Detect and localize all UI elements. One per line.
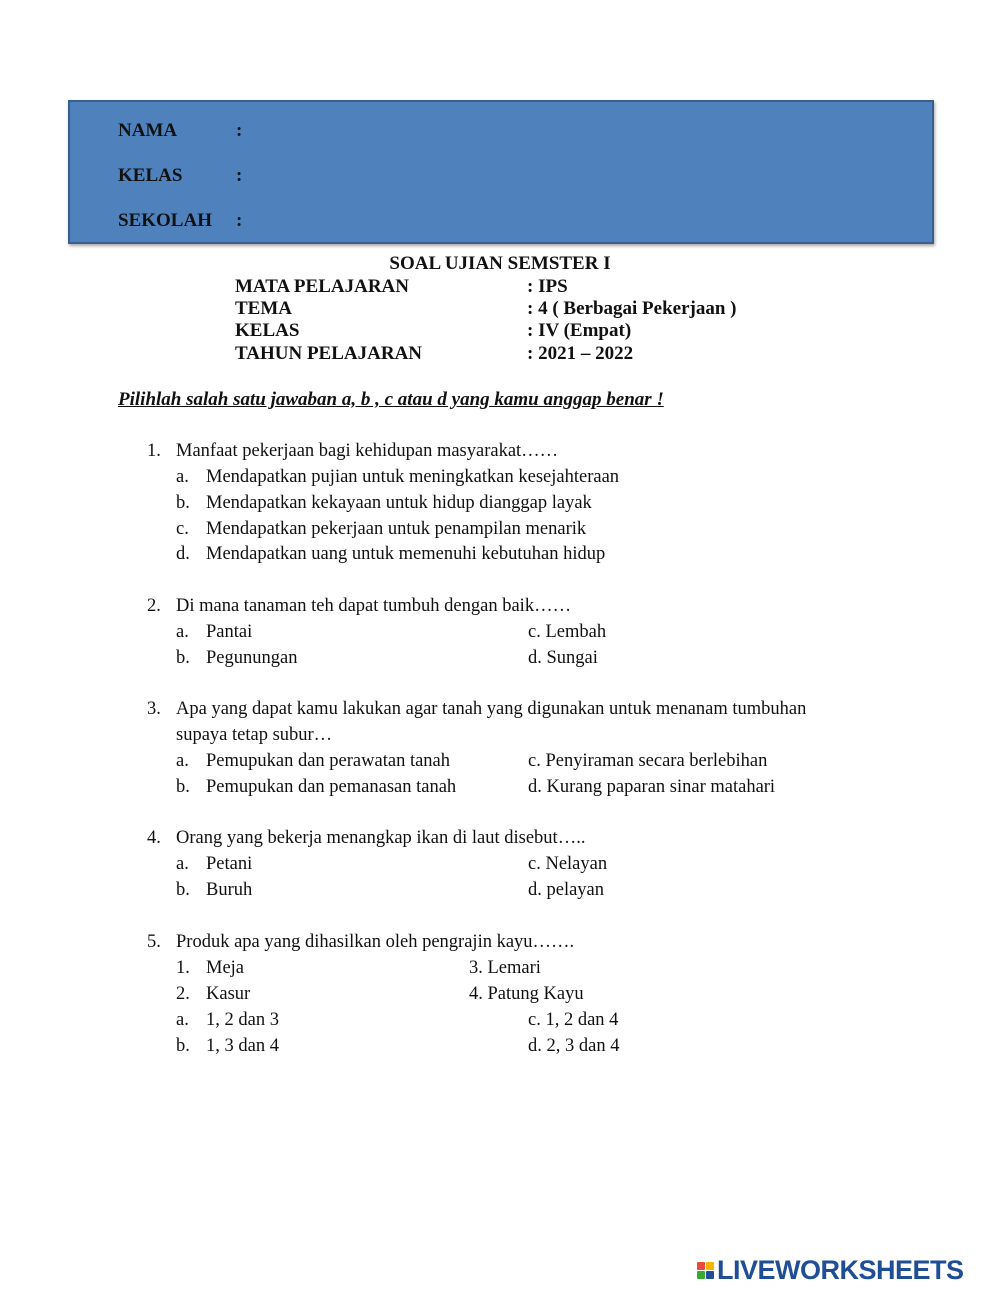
option-text: d. Sungai bbox=[528, 648, 598, 668]
logo-block bbox=[706, 1262, 714, 1270]
option-text: Mendapatkan pujian untuk meningkatkan kesejahteraan bbox=[206, 467, 620, 487]
option-letter: a. bbox=[176, 467, 189, 487]
question-text: Apa yang dapat kamu lakukan agar tanah yang digunakan untuk menanam tumbuhan bbox=[176, 699, 807, 719]
option-text: 1, 3 dan 4 bbox=[206, 1036, 279, 1056]
info-value: : IPS bbox=[527, 276, 568, 297]
identity-row-sekolah bbox=[118, 210, 242, 232]
option-text: c. Lembah bbox=[528, 622, 607, 642]
watermark-text: LIVEWORKSHEETS bbox=[717, 1255, 964, 1285]
option-text: c. Nelayan bbox=[528, 854, 608, 874]
option-text: d. Kurang paparan sinar matahari bbox=[528, 777, 776, 797]
option-letter: b. bbox=[176, 493, 190, 513]
question-text: Orang yang bekerja menangkap ikan di laut disebut….. bbox=[176, 828, 586, 848]
option-text: Pegunungan bbox=[206, 648, 298, 668]
question-number: 1. bbox=[147, 441, 161, 461]
option-text: Pantai bbox=[206, 622, 253, 642]
identity-colon: : bbox=[236, 210, 243, 231]
option-text: Petani bbox=[206, 854, 253, 874]
identity-label: NAMA bbox=[118, 120, 178, 141]
question-number: 2. bbox=[147, 596, 161, 616]
option-text: 1, 2 dan 3 bbox=[206, 1010, 279, 1030]
question-number: 4. bbox=[147, 828, 161, 848]
info-label: TEMA bbox=[235, 298, 292, 319]
option-text: d. pelayan bbox=[528, 880, 605, 900]
option-letter: a. bbox=[176, 622, 189, 642]
option-letter: b. bbox=[176, 648, 190, 668]
option-text: c. 1, 2 dan 4 bbox=[528, 1010, 619, 1030]
item-number: 1. bbox=[176, 958, 190, 978]
option-text: d. 2, 3 dan 4 bbox=[528, 1036, 620, 1056]
option-letter: b. bbox=[176, 1036, 190, 1056]
logo-block bbox=[706, 1271, 714, 1279]
option-letter: d. bbox=[176, 544, 190, 564]
info-label: KELAS bbox=[235, 320, 300, 341]
logo-block bbox=[697, 1262, 705, 1270]
identity-colon: : bbox=[236, 165, 243, 186]
instruction: Pilihlah salah satu jawaban a, b , c atau d yang kamu anggap benar ! bbox=[118, 389, 664, 410]
logo-block bbox=[697, 1271, 705, 1279]
option-letter: a. bbox=[176, 751, 189, 771]
question-text: Produk apa yang dihasilkan oleh pengrajin kayu……. bbox=[176, 932, 575, 952]
option-letter: c. bbox=[176, 519, 189, 539]
info-value: : 4 ( Berbagai Pekerjaan ) bbox=[527, 298, 737, 319]
option-text: Buruh bbox=[206, 880, 253, 900]
item-number: 2. bbox=[176, 984, 190, 1004]
item-text: Meja bbox=[206, 958, 245, 978]
item-text: 3. Lemari bbox=[469, 958, 541, 978]
option-letter: a. bbox=[176, 1010, 189, 1030]
info-value: : IV (Empat) bbox=[527, 320, 632, 341]
option-letter: a. bbox=[176, 854, 189, 874]
identity-label: SEKOLAH bbox=[118, 210, 212, 231]
info-value: : 2021 – 2022 bbox=[527, 343, 634, 364]
question-text: Di mana tanaman teh dapat tumbuh dengan baik…… bbox=[176, 596, 572, 616]
liveworksheets-logo-icon bbox=[697, 1262, 714, 1279]
student-identity-box bbox=[68, 100, 934, 244]
option-text: Mendapatkan uang untuk memenuhi kebutuhan hidup bbox=[206, 544, 606, 564]
item-text: Kasur bbox=[206, 984, 251, 1004]
info-label: MATA PELAJARAN bbox=[235, 276, 409, 297]
option-text: Mendapatkan pekerjaan untuk penampilan menarik bbox=[206, 519, 587, 539]
liveworksheets-logo bbox=[697, 1255, 964, 1286]
exam-title: SOAL UJIAN SEMSTER I bbox=[389, 253, 611, 274]
info-label: TAHUN PELAJARAN bbox=[235, 343, 423, 364]
option-text: Pemupukan dan perawatan tanah bbox=[206, 751, 451, 771]
identity-label: KELAS bbox=[118, 165, 183, 186]
identity-row-kelas bbox=[118, 165, 242, 187]
question-text-continued: supaya tetap subur… bbox=[176, 725, 333, 745]
option-text: Pemupukan dan pemanasan tanah bbox=[206, 777, 457, 797]
item-text: 4. Patung Kayu bbox=[469, 984, 584, 1004]
identity-colon: : bbox=[236, 120, 243, 141]
option-text: Mendapatkan kekayaan untuk hidup dianggap layak bbox=[206, 493, 592, 513]
option-text: c. Penyiraman secara berlebihan bbox=[528, 751, 768, 771]
question-number: 5. bbox=[147, 932, 161, 952]
question-number: 3. bbox=[147, 699, 161, 719]
option-letter: b. bbox=[176, 777, 190, 797]
identity-row-nama bbox=[118, 120, 242, 142]
question-text: Manfaat pekerjaan bagi kehidupan masyarakat…… bbox=[176, 441, 559, 461]
option-letter: b. bbox=[176, 880, 190, 900]
